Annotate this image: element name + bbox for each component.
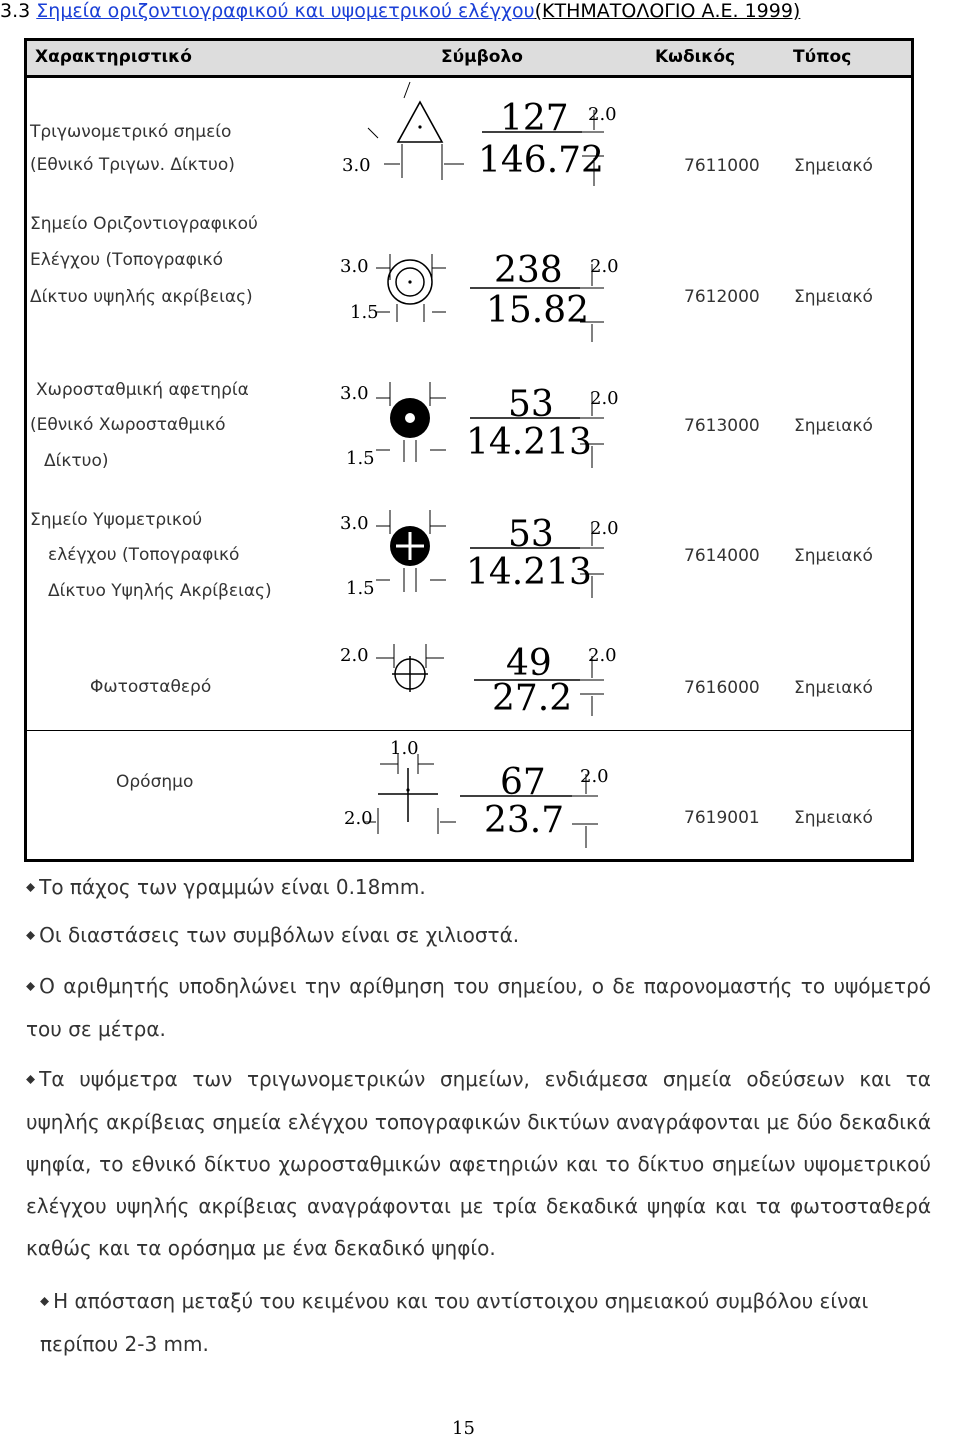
elevation-value: 27.2 <box>492 678 573 719</box>
fraction-line <box>462 262 612 344</box>
note-text: Οι διαστάσεις των συμβόλων είναι σε χιλιοστά. <box>39 923 520 947</box>
point-number: 127 <box>500 98 569 139</box>
feature-line: (Εθνικό Τριγων. Δίκτυο) <box>30 155 235 175</box>
header-type: Τύπος <box>793 47 852 67</box>
note-item <box>40 1280 930 1365</box>
feature-line: Τριγωνομετρικό σημείο <box>30 122 232 142</box>
table-header <box>24 38 914 78</box>
dimension-label: 2.0 <box>590 256 619 277</box>
dimension-label: 3.0 <box>340 256 369 277</box>
feature-line: Χωροσταθμική αφετηρία <box>36 380 249 400</box>
feature-line: Δίκτυο Υψηλής Ακρίβειας) <box>48 581 272 600</box>
point-number: 238 <box>494 250 563 291</box>
header-feature: Χαρακτηριστικό <box>35 47 192 67</box>
point-number: 49 <box>506 643 552 684</box>
type-cell: Σημειακό <box>794 808 873 828</box>
fraction-line <box>470 110 610 190</box>
type-cell: Σημειακό <box>794 416 873 436</box>
note-text: Ο αριθμητής υποδηλώνει την αρίθμηση του σημείου, ο δε παρονομαστής το υψόμετρό του σε μέτρα. <box>26 974 931 1041</box>
note-item <box>26 866 931 909</box>
fraction-line <box>462 650 612 720</box>
code-cell: 7611000 <box>684 156 760 176</box>
triangle-icon <box>364 80 464 200</box>
fraction-line <box>452 772 612 852</box>
code-cell: 7614000 <box>684 546 760 566</box>
dimension-label: 2.0 <box>590 518 619 539</box>
dimension-label: 2.0 <box>588 104 617 125</box>
dimension-label: 2.0 <box>588 645 617 666</box>
circle-cross-icon <box>372 640 456 710</box>
elevation-value: 14.213 <box>466 552 592 593</box>
note-item <box>26 1058 931 1269</box>
section-source: (ΚΤΗΜΑΤΟΛΟΓΙΟ Α.Ε. 1999) <box>534 0 801 22</box>
dimension-label: 2.0 <box>344 808 373 829</box>
dimension-label: 3.0 <box>340 383 369 404</box>
dimension-label: 3.0 <box>340 513 369 534</box>
bullet-icon: ⬥ <box>26 928 36 943</box>
section-title <box>0 0 800 22</box>
header-symbol: Σύμβολο <box>441 47 523 67</box>
dimension-label: 1.5 <box>346 448 375 469</box>
elevation-value: 146.72 <box>478 140 604 181</box>
bullet-icon: ⬥ <box>26 979 36 994</box>
code-cell: 7613000 <box>684 416 760 436</box>
header-code: Κωδικός <box>655 47 736 67</box>
code-cell: 7619001 <box>684 808 760 828</box>
bullet-icon: ⬥ <box>26 1072 36 1087</box>
feature-line: Δίκτυο υψηλής ακρίβειας) <box>30 287 253 307</box>
type-cell: Σημειακό <box>794 287 873 307</box>
feature-line: Ορόσημο <box>116 772 194 792</box>
row-divider <box>24 730 914 731</box>
code-cell: 7612000 <box>684 287 760 307</box>
bullet-icon: ⬥ <box>40 1294 50 1309</box>
page-number: 15 <box>452 1418 475 1439</box>
dimension-label: 2.0 <box>590 388 619 409</box>
type-cell: Σημειακό <box>794 678 873 698</box>
dimension-label: 3.0 <box>342 155 371 176</box>
feature-line: (Εθνικό Χωροσταθμικό <box>30 415 226 435</box>
dimension-label: 1.5 <box>350 302 379 323</box>
point-number: 53 <box>508 514 554 555</box>
cross-dot-icon <box>352 752 462 842</box>
note-text: Τα υψόμετρα των τριγωνομετρικών σημείων, ενδιάμεσα σημεία οδεύσεων και τα υψηλής ακρίβειας σημεία ελέγχου τοπογραφικών δικτύων αναγράφονται με δύο δεκαδικά ψηφία, το εθνικό δίκτυο χωροσταθμικών αφετηριών και το δίκτυο σημείων υψομετρικού ελέγχου υψηλής ακρίβειας αναγράφονται με τρία δεκαδικά ψηφία και τα φωτοσταθερά καθώς και τα ορόσημα με ένα δεκαδικό ψηφίο. <box>26 1067 931 1260</box>
type-cell: Σημειακό <box>794 156 873 176</box>
note-text: Το πάχος των γραμμών είναι 0.18mm. <box>39 875 426 899</box>
feature-line: Δίκτυο) <box>44 451 109 470</box>
code-cell: 7616000 <box>684 678 760 698</box>
note-item <box>26 965 931 1050</box>
filled-circle-cross-icon <box>370 500 460 600</box>
feature-line: Ελέγχου (Τοπογραφικό <box>30 250 224 270</box>
filled-circle-icon <box>370 370 460 470</box>
section-title-link[interactable]: Σημεία οριζοντιογραφικού και υψομετρικού ελέγχου <box>36 0 535 22</box>
dimension-label: 2.0 <box>340 645 369 666</box>
dimension-label: 2.0 <box>580 766 609 787</box>
elevation-value: 23.7 <box>484 800 565 841</box>
feature-line: Σημείο Υψομετρικού <box>30 510 203 530</box>
point-number: 53 <box>508 384 554 425</box>
double-circle-icon <box>370 240 460 340</box>
fraction-line <box>462 392 612 474</box>
elevation-value: 14.213 <box>466 422 592 463</box>
dimension-label: 1.0 <box>390 738 419 759</box>
point-number: 67 <box>500 762 546 803</box>
feature-line: ελέγχου (Τοπογραφικό <box>48 545 240 565</box>
elevation-value: 15.82 <box>486 290 590 331</box>
bullet-icon: ⬥ <box>26 880 36 895</box>
type-cell: Σημειακό <box>794 546 873 566</box>
note-text: Η απόσταση μεταξύ του κειμένου και του αντίστοιχου σημειακού συμβόλου είναι περίπου 2-3 mm. <box>40 1289 869 1356</box>
feature-line: Φωτοσταθερό <box>90 677 212 697</box>
feature-line: Σημείο Οριζοντιογραφικού <box>30 214 258 234</box>
fraction-line <box>462 522 612 604</box>
dimension-label: 1.5 <box>346 578 375 599</box>
section-number: 3.3 <box>0 0 37 22</box>
note-item <box>26 914 931 957</box>
